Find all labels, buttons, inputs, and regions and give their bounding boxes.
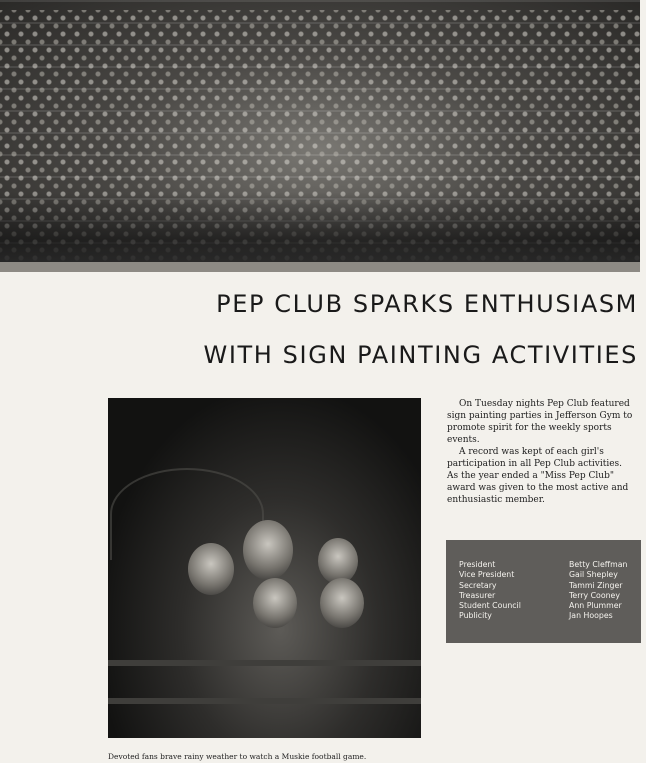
officer-role: Publicity — [459, 611, 492, 621]
fan-figure — [253, 578, 297, 628]
fan-figure — [243, 520, 293, 580]
fan-figure — [320, 578, 364, 628]
article-paragraph: A record was kept of each girl's participation in all Pep Club activities. As the year ended a "Miss Pep Club" award was given to the most active and enthusiastic member. — [447, 447, 629, 505]
officer-name: Gail Shepley — [569, 570, 618, 580]
officer-role: Student Council — [459, 601, 521, 611]
officer-name: Ann Plummer — [569, 601, 622, 611]
officer-name: Betty Cleffman — [569, 560, 628, 569]
article-paragraph: On Tuesday nights Pep Club featured sign painting parties in Jefferson Gym to promote spirit for the weekly sports events. — [447, 399, 633, 445]
group-photo — [0, 0, 640, 272]
headline-line-1: PEP CLUB SPARKS ENTHUSIASM — [216, 290, 638, 318]
group-photo-front-row — [0, 192, 640, 272]
fan-figure — [318, 538, 358, 584]
photo-caption: Devoted fans brave rainy weather to watch a Muskie football game. — [108, 752, 367, 761]
officers-box — [446, 540, 641, 643]
bleacher-bench — [108, 698, 421, 704]
umbrella-shape — [110, 468, 264, 560]
group-photo-floor — [0, 262, 640, 272]
officer-role: Secretary — [459, 580, 497, 590]
fans-photo — [108, 398, 421, 738]
officer-name: Terry Cooney — [569, 590, 620, 600]
officer-role: Vice President — [459, 570, 515, 580]
officer-role: Treasurer — [459, 590, 496, 600]
officer-name: Jan Hoopes — [569, 611, 613, 621]
officer-names — [569, 560, 627, 622]
officer-role: President — [459, 560, 496, 569]
bleacher-bench — [108, 660, 421, 666]
headline-line-2: WITH SIGN PAINTING ACTIVITIES — [203, 341, 638, 369]
officer-name: Tammi Zinger — [569, 580, 623, 590]
officer-roles — [459, 560, 521, 622]
fan-figure — [188, 543, 234, 595]
article-body — [447, 398, 635, 506]
